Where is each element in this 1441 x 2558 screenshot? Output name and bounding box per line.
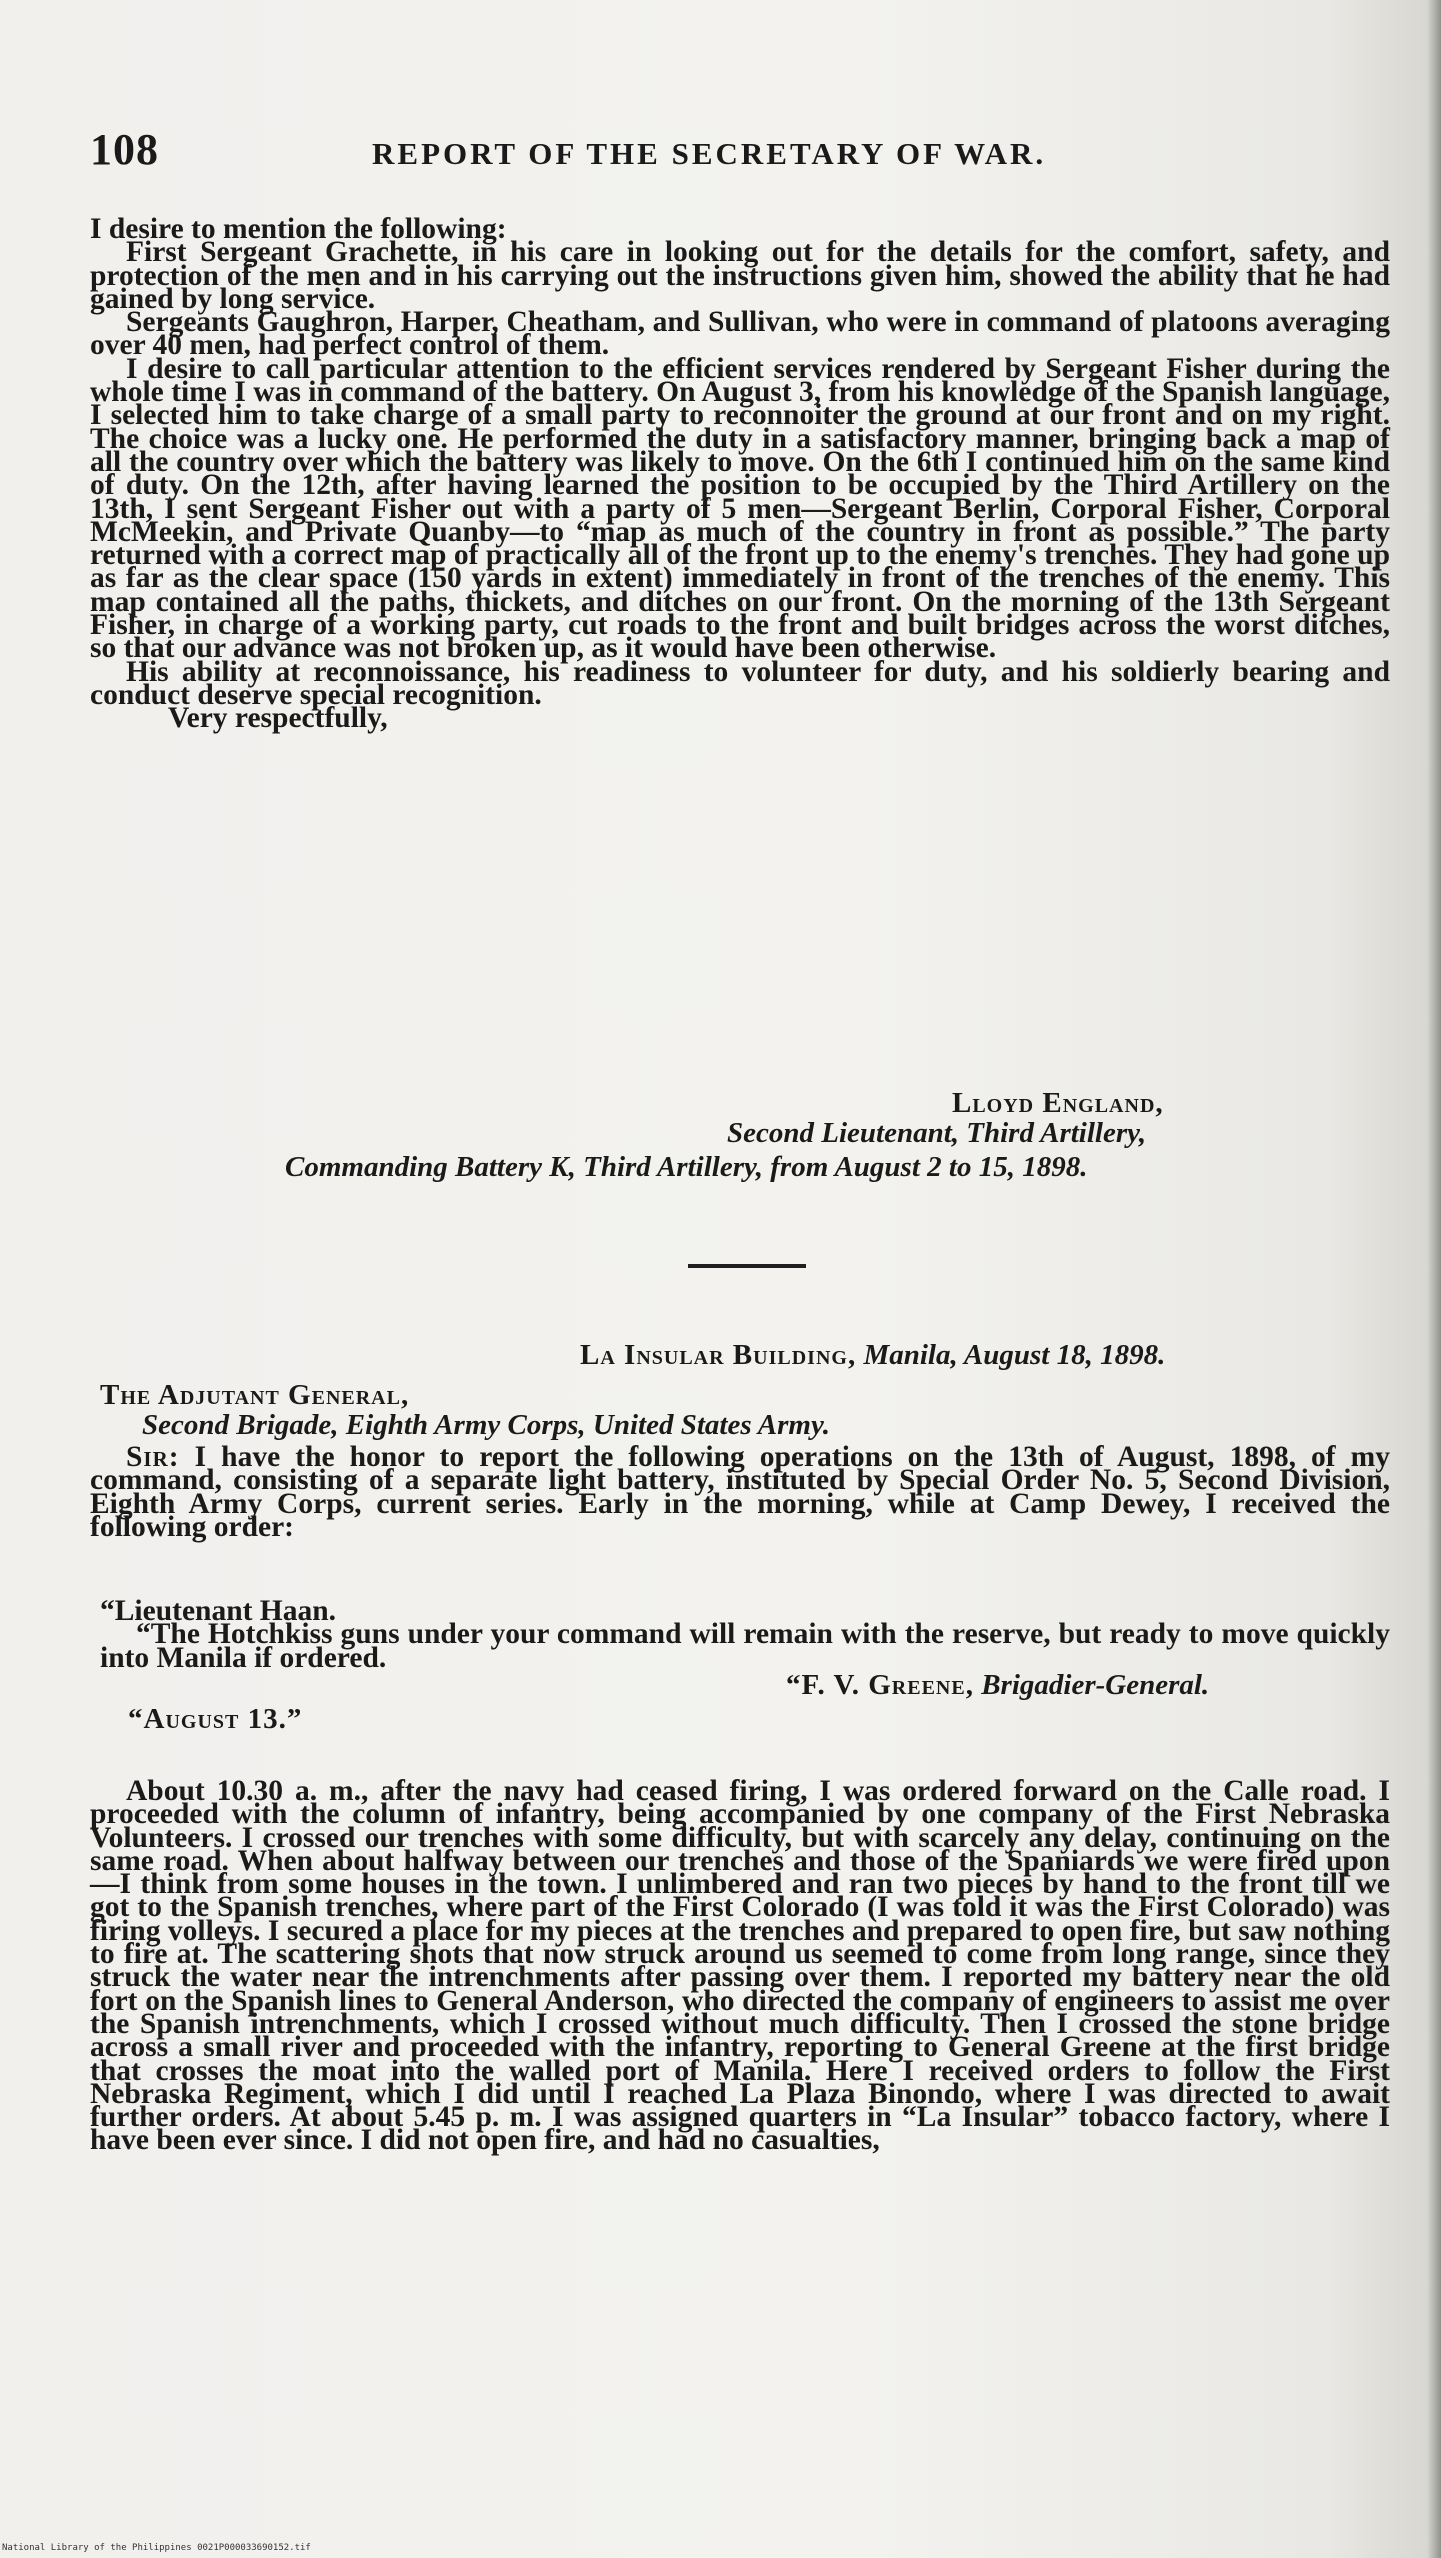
opening-text: I have the honor to report the following operations on the 13th of August, 1898, of my command, consisting of a separate light battery, instituted by Special Order No. 5, Second Division, Eighth Army Corps, current series. Early in the morning, while at Camp Dewey, I received the following order: [90, 1441, 1390, 1543]
addressee-unit: Second Brigade, Eighth Army Corps, United States Army. [142, 1409, 831, 1441]
signer-command: Commanding Battery K, Third Artillery, from August 2 to 15, 1898. [285, 1151, 1088, 1183]
paragraph-sergeants: Sergeants Gaughron, Harper, Cheatham, and Sullivan, who were in command of platoons averaging over 40 men, had perfect control of them. [90, 306, 1390, 362]
running-head: REPORT OF THE SECRETARY OF WAR. [372, 136, 1047, 171]
order-text: “The Hotchkiss guns under your command will remain with the reserve, but ready to move quickly into Manila if ordered. [100, 1618, 1390, 1674]
signer-title: Second Lieutenant, Third Artillery, [727, 1117, 1147, 1149]
scan-footer: National Library of the Philippines 0021P000033690152.tif [2, 2543, 311, 2553]
opening-paragraph [90, 1441, 1390, 1543]
narrative-paragraph: About 10.30 a. m., after the navy had ceased firing, I was ordered forward on the Calle road. I proceeded with the column of infantry, being accompanied by one company of the First Nebraska Volunteers. I crossed our trenches with some difficulty, but with scarcely any delay, continuing on the same road. When about halfway between our trenches and those of the Spaniards we were fired upon—I think from some houses in the town. I unlimbered and ran two pieces by hand to the front till we got to the Spanish trenches, where part of the First Colorado (I was told it was the First Colorado) was firing volleys. I secured a place for my pieces at the trenches and prepared to open fire, but saw nothing to fire at. The scattering shots that now struck around us seemed to come from long range, since they struck the water near the intrenchments after passing over them. I reported my battery near the old fort on the Spanish lines to General Anderson, who directed the company of engineers to assist me over the Spanish intrenchments, which I crossed without much difficulty. Then I crossed the stone bridge across a small river and proceeded with the infantry, reporting to General Greene at the first bridge that crosses the moat into the walled port of Manila. Here I received orders to follow the First Nebraska Regiment, which I did until I reached La Plaza Binondo, where I was directed to await further orders. At about 5.45 p. m. I was assigned quarters in “La Insular” tobacco factory, where I have been ever since. I did not open fire, and had no casualties, [90, 1775, 1390, 2157]
order-recipient: “Lieutenant Haan. [100, 1595, 337, 1627]
intro-line: I desire to mention the following: [90, 213, 507, 245]
closing-line: Very respectfully, [168, 702, 388, 735]
paragraph-grachette: First Sergeant Grachette, in his care in looking out for the details for the comfort, safety, and protection of the men and in his carrying out the instructions given him, showed the ability that he had gained by long service. [90, 236, 1390, 315]
section-divider [688, 1264, 806, 1268]
order-date: “August 13.” [128, 1703, 303, 1735]
order-block [100, 1595, 1390, 1674]
page-edge-shadow [1427, 0, 1441, 2558]
page-header [90, 124, 1390, 180]
report-two-narrative [90, 1775, 1390, 2157]
report-two-opening [90, 1441, 1390, 1543]
dateline-city-date: Manila, August 18, 1898. [863, 1339, 1166, 1371]
order-signer: “F. V. Greene, [786, 1669, 974, 1701]
paragraph-fisher: I desire to call particular attention to the efficient services rendered by Sergeant Fisher during the whole time I was in command of the battery. On August 3, from his knowledge of the Spanish language, I selected him to take charge of a small party to reconnoiter the ground at our front and on my right. The choice was a lucky one. He performed the duty in a satisfactory manner, bringing back a map of all the country over which the battery was likely to move. On the 6th I continued him on the same kind of duty. On the 12th, after having learned the position to be occupied by the Third Artillery on the 13th, I sent Sergeant Fisher out with a party of 5 men—Sergeant Berlin, Corporal Fisher, Corporal McMeekin, and Private Quanby—to “map as much of the country in front as possible.” The party returned with a correct map of practically all of the front up to the enemy's trenches. They had gone up as far as the clear space (150 yards in extent) immediately in front of the trenches of the enemy. This map contained all the paths, thickets, and ditches on our front. On the morning of the 13th Sergeant Fisher, in charge of a working party, cut roads to the front and built bridges across the worst ditches, so that our advance was not broken up, as it would have been otherwise. [90, 352, 1390, 665]
signer-name: Lloyd England, [952, 1087, 1164, 1119]
dateline [580, 1340, 1165, 1370]
report-one-body [90, 213, 1390, 735]
salutation: Sir: [126, 1441, 180, 1473]
order-signature [786, 1670, 1209, 1700]
page-number: 108 [90, 125, 159, 174]
order-signer-title: Brigadier-General. [981, 1669, 1210, 1701]
addressee: The Adjutant General, [100, 1379, 410, 1411]
paragraph-recognition: His ability at reconnoissance, his readiness to volunteer for duty, and his soldierly bearing and conduct deserve special recognition. [90, 655, 1390, 711]
dateline-place: La Insular Building, [580, 1339, 857, 1371]
